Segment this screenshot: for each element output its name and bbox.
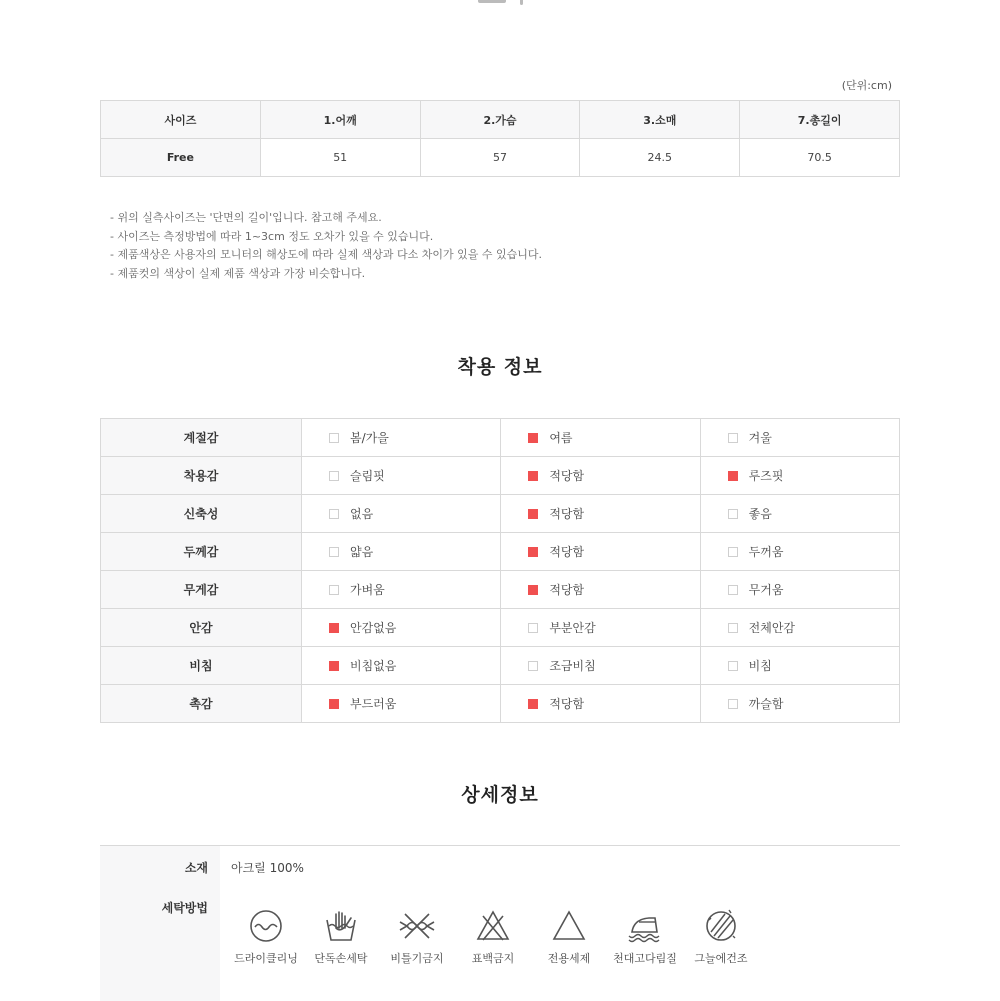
care-item [455,908,531,966]
care-label: 표백금지 [471,952,515,965]
size-name: Free [101,139,261,177]
fit-option [501,457,700,495]
fit-option [501,571,700,609]
fit-option-label: 적당함 [549,697,585,711]
checked-box-icon [329,699,339,709]
fit-row [101,533,900,571]
fit-option [302,495,501,533]
care-icons [228,908,768,978]
unchecked-box-icon [329,585,339,595]
fit-option-label: 까슬함 [748,697,784,711]
size-header: 사이즈 [101,101,261,139]
fit-row-label: 촉감 [101,685,302,723]
wash-method-label: 세탁방법 [161,901,208,915]
fit-option [501,609,700,647]
fit-option-label: 두꺼움 [748,545,784,559]
care-label: 그늘에건조 [694,952,748,965]
checked-box-icon [528,699,538,709]
size-notes [110,209,542,283]
note-line: - 제품색상은 사용자의 모니터의 해상도에 따라 실제 색상과 다소 차이가 있을 수 있습니다. [110,248,542,261]
fit-option-label: 좋음 [748,507,772,521]
checked-box-icon [528,585,538,595]
fit-option-label: 부드러움 [350,697,397,711]
neutral-detergent-icon [551,908,587,944]
shoulder-value: 51 [260,139,420,177]
fit-option-label: 적당함 [549,545,585,559]
fit-row-label: 안감 [101,609,302,647]
fit-option-label: 적당함 [549,583,585,597]
fit-option [501,647,700,685]
detail-info-title: 상세정보 [461,784,539,806]
fit-option-label: 슬림핏 [350,469,385,483]
shoulder-header: 1.어깨 [260,101,420,139]
fit-row [101,647,900,685]
no-bleach-icon [475,908,511,944]
note-line: - 위의 실측사이즈는 '단면의 길이'입니다. 참고해 주세요. [110,211,382,224]
unchecked-box-icon [728,585,738,595]
fit-option [302,609,501,647]
unchecked-box-icon [329,509,339,519]
fit-row [101,457,900,495]
unchecked-box-icon [728,547,738,557]
unchecked-box-icon [329,471,339,481]
checked-box-icon [528,547,538,557]
care-item [379,908,455,966]
hand-wash-icon [323,908,359,944]
unchecked-box-icon [728,699,738,709]
fit-row [101,685,900,723]
fit-row-label: 두께감 [101,533,302,571]
care-label: 드라이클리닝 [234,952,298,965]
fit-option [302,457,501,495]
fit-option [501,685,700,723]
fit-option-label: 부분안감 [549,621,596,635]
fit-option [501,495,700,533]
checked-box-icon [528,471,538,481]
fit-info-title: 착용 정보 [457,356,543,378]
care-label: 단독손세탁 [314,952,368,965]
fit-option-label: 봄/가을 [350,431,389,445]
fit-option [501,533,700,571]
fit-info-table [100,418,900,723]
dry-clean-icon [248,908,284,944]
care-item [531,908,607,966]
size-table-header-row [101,101,900,139]
care-item [683,908,759,966]
fit-option-label: 비침없음 [350,659,397,673]
fit-option-label: 조금비침 [549,659,596,673]
fit-option [700,533,899,571]
fit-option [700,685,899,723]
fit-option [700,647,899,685]
fit-option-label: 없음 [350,507,374,521]
fit-row [101,495,900,533]
fit-option [302,647,501,685]
fit-row-label: 신축성 [101,495,302,533]
unchecked-box-icon [528,661,538,671]
unchecked-box-icon [728,661,738,671]
fit-option-label: 루즈핏 [748,469,784,483]
checked-box-icon [329,623,339,633]
unchecked-box-icon [528,623,538,633]
checked-box-icon [528,509,538,519]
chest-header: 2.가슴 [420,101,580,139]
unchecked-box-icon [728,623,738,633]
fit-row-label: 무게감 [101,571,302,609]
unit-label: (단위:cm) [841,79,892,92]
material-value: 아크릴 100% [231,861,304,875]
no-wring-icon [397,908,437,944]
shade-dry-icon [703,908,739,944]
fit-row [101,571,900,609]
fit-option [700,495,899,533]
care-item [303,908,379,966]
care-label: 전용세제 [547,952,591,965]
care-item [228,908,304,966]
checked-box-icon [329,661,339,671]
unchecked-box-icon [329,547,339,557]
sleeve-header: 3.소매 [580,101,740,139]
fit-option-label: 전체안감 [748,621,796,635]
fit-option [302,571,501,609]
fit-option [700,571,899,609]
fit-option-label: 겨울 [748,431,772,445]
note-line: - 사이즈는 측정방법에 따라 1~3cm 정도 오차가 있을 수 있습니다. [110,229,434,243]
unchecked-box-icon [728,509,738,519]
fit-row-label: 착용감 [101,457,302,495]
care-item [607,908,683,966]
checked-box-icon [728,471,738,481]
fit-option [700,609,899,647]
unchecked-box-icon [728,433,738,443]
sleeve-value: 24.5 [580,139,740,177]
note-line: - 제품컷의 색상이 실제 제품 색상과 가장 비슷합니다. [110,266,366,280]
fit-row-label: 계절감 [101,419,302,457]
material-label: 소재 [184,861,208,875]
total-length-value: 70.5 [740,139,900,177]
fit-option [700,419,899,457]
fit-row [101,419,900,457]
fit-option [302,685,501,723]
unchecked-box-icon [329,433,339,443]
fit-option-label: 무거움 [748,583,784,597]
care-label: 비틀기금지 [390,952,444,965]
fit-option [700,457,899,495]
fit-option-label: 적당함 [549,507,585,521]
cropped-heading-fragment [470,0,530,4]
detail-info-panel [100,845,900,1001]
fit-option-label: 여름 [549,431,573,445]
table-row [101,139,900,177]
fit-row-label: 비침 [101,647,302,685]
fit-option [302,533,501,571]
chest-value: 57 [420,139,580,177]
size-table [100,100,900,177]
fit-option-label: 적당함 [549,469,585,483]
care-label: 천대고다림질 [613,952,677,965]
fit-option-label: 안감없음 [350,621,397,635]
fit-row [101,609,900,647]
fit-option [501,419,700,457]
iron-with-cloth-icon [625,908,665,944]
fit-option-label: 얇음 [350,545,374,559]
fit-option [302,419,501,457]
total-length-header: 7.총길이 [740,101,900,139]
fit-option-label: 비침 [748,659,772,673]
fit-option-label: 가벼움 [350,583,385,597]
checked-box-icon [528,433,538,443]
